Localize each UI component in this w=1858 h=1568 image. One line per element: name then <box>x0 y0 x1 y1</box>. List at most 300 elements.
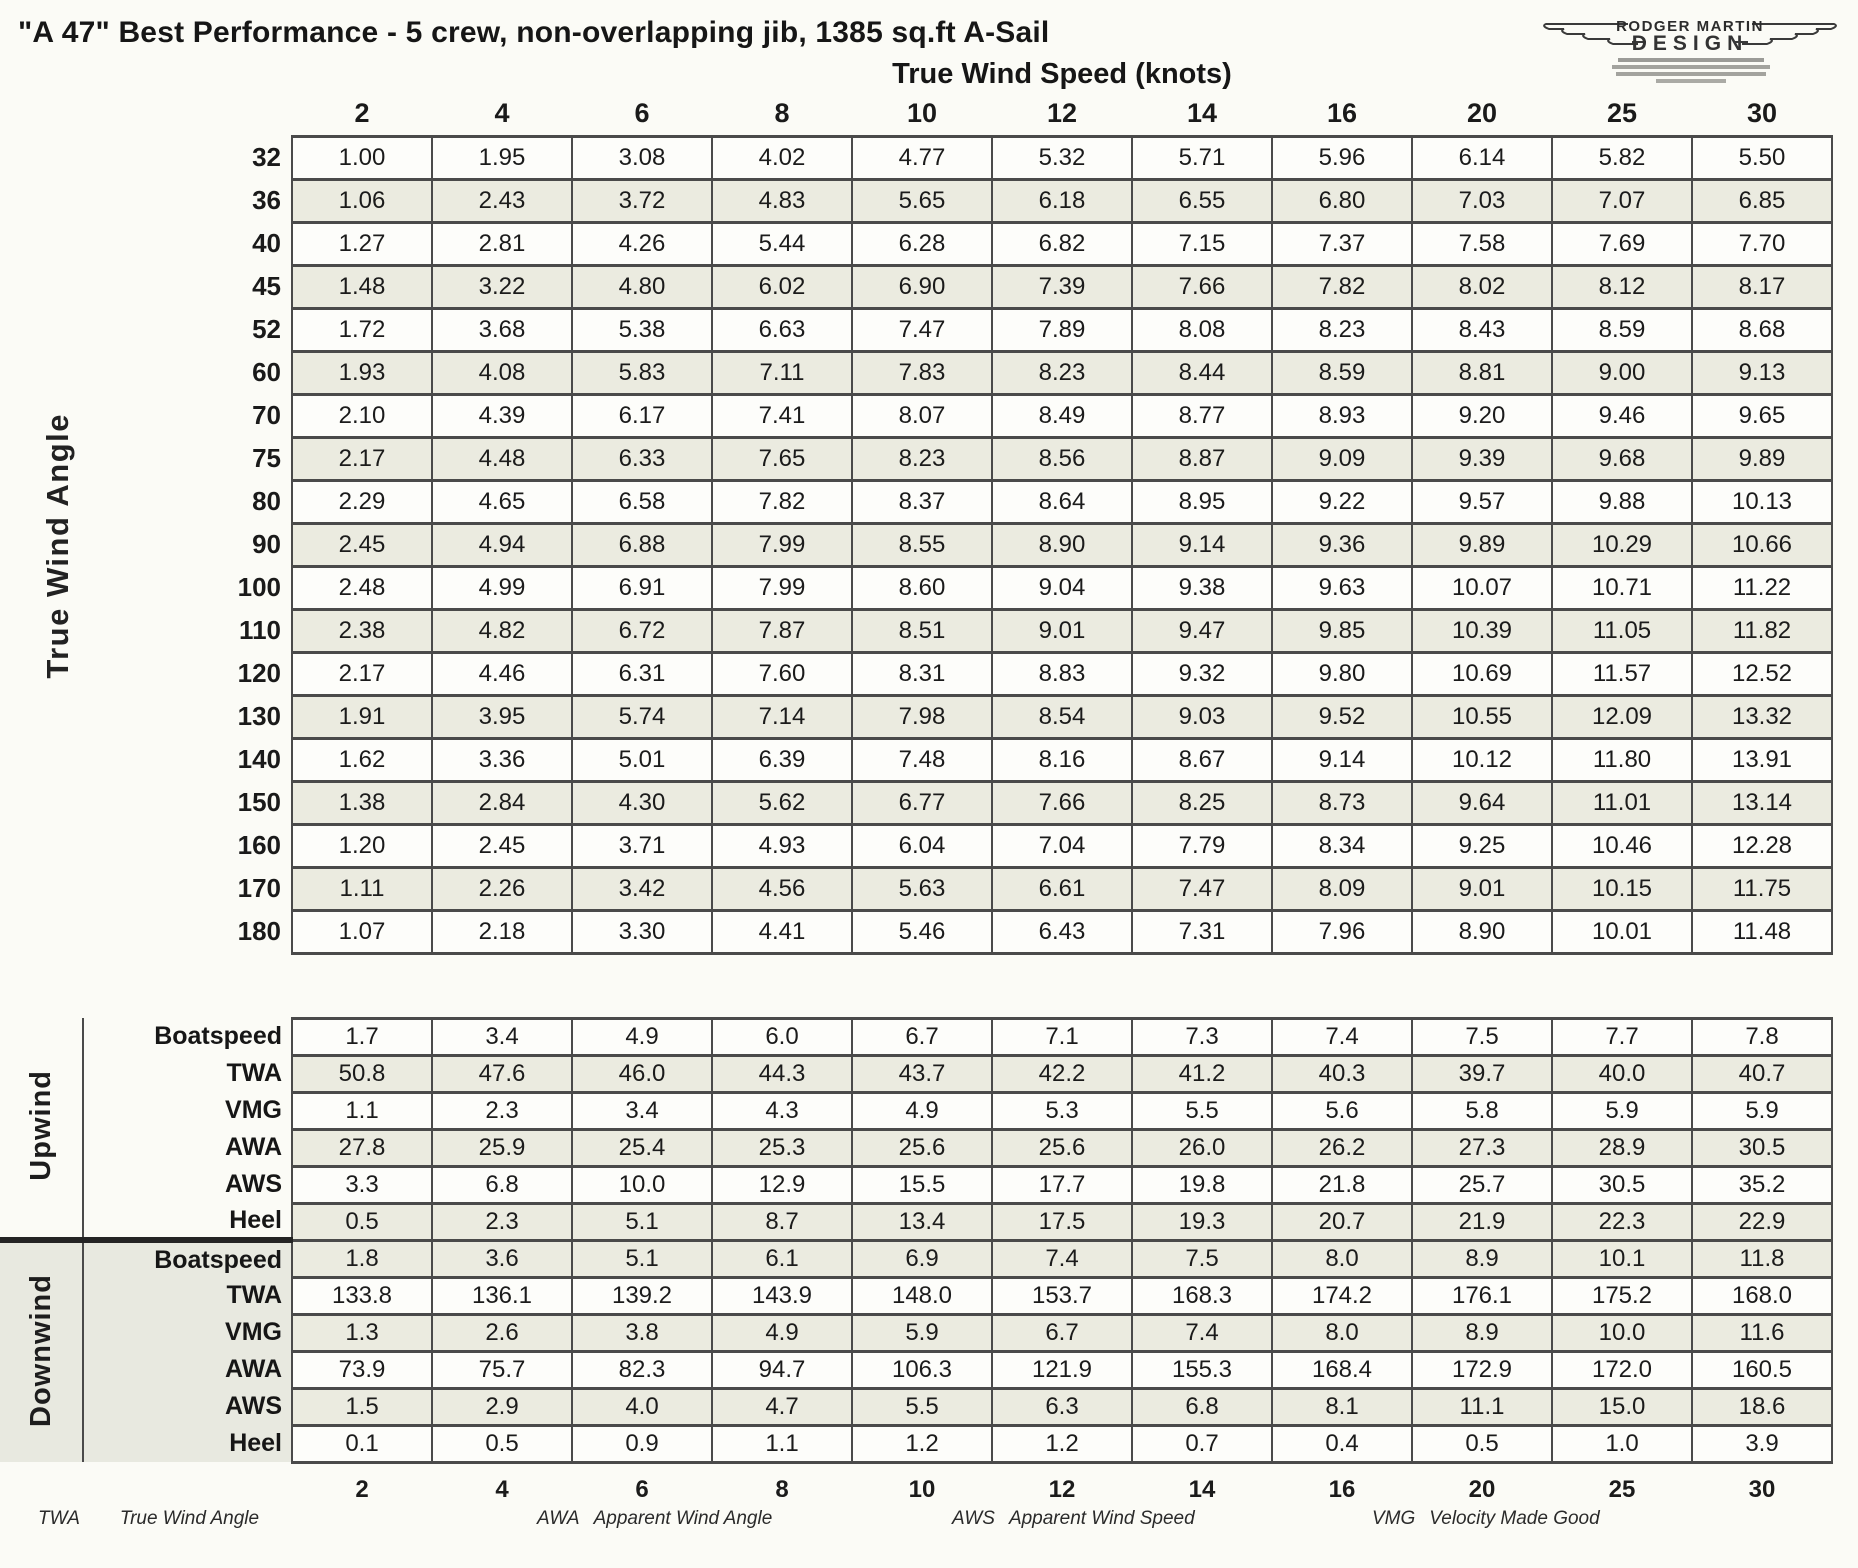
metric-label: VMG <box>83 1314 292 1351</box>
boatspeed-cell: 8.49 <box>992 394 1132 437</box>
twa-row-label: 80 <box>252 486 281 516</box>
boatspeed-cell: 7.66 <box>1132 265 1272 308</box>
perf-cell: 40.3 <box>1272 1055 1412 1092</box>
perf-cell: 4.9 <box>852 1092 992 1129</box>
perf-cell: 30.5 <box>1692 1129 1832 1166</box>
perf-cell: 25.9 <box>432 1129 572 1166</box>
boatspeed-cell: 6.04 <box>852 824 992 867</box>
boatspeed-cell: 9.14 <box>1272 738 1412 781</box>
perf-cell: 5.3 <box>992 1092 1132 1129</box>
boatspeed-cell: 8.31 <box>852 652 992 695</box>
perf-cell: 6.3 <box>992 1388 1132 1425</box>
boatspeed-cell: 2.26 <box>432 867 572 910</box>
boatspeed-cell: 2.45 <box>432 824 572 867</box>
perf-cell: 35.2 <box>1692 1166 1832 1203</box>
boatspeed-cell: 3.30 <box>572 910 712 953</box>
metric-label: Heel <box>83 1425 292 1462</box>
boatspeed-cell: 6.88 <box>572 523 712 566</box>
boatspeed-cell: 5.46 <box>852 910 992 953</box>
boatspeed-cell: 9.63 <box>1272 566 1412 609</box>
boatspeed-cell: 7.82 <box>712 480 852 523</box>
perf-cell: 6.7 <box>852 1018 992 1055</box>
boatspeed-cell: 8.09 <box>1272 867 1412 910</box>
perf-cell: 4.3 <box>712 1092 852 1129</box>
boatspeed-cell: 11.48 <box>1692 910 1832 953</box>
perf-cell: 25.7 <box>1412 1166 1552 1203</box>
boatspeed-cell: 11.75 <box>1692 867 1832 910</box>
perf-cell: 39.7 <box>1412 1055 1552 1092</box>
boatspeed-cell: 6.85 <box>1692 179 1832 222</box>
perf-cell: 1.3 <box>292 1314 432 1351</box>
perf-cell: 41.2 <box>1132 1055 1272 1092</box>
boatspeed-cell: 7.89 <box>992 308 1132 351</box>
boatspeed-cell: 4.46 <box>432 652 572 695</box>
boatspeed-cell: 1.62 <box>292 738 432 781</box>
perf-cell: 73.9 <box>292 1351 432 1388</box>
polar-row <box>0 652 1832 695</box>
boatspeed-cell: 7.39 <box>992 265 1132 308</box>
footer-speeds-row <box>0 1462 1832 1504</box>
tws-header: 12 <box>1046 97 1078 128</box>
boatspeed-cell: 6.18 <box>992 179 1132 222</box>
perf-cell: 5.1 <box>572 1240 712 1277</box>
boatspeed-cell: 6.14 <box>1412 136 1552 179</box>
perf-cell: 168.4 <box>1272 1351 1412 1388</box>
polar-table <box>0 96 1833 955</box>
boatspeed-cell: 7.87 <box>712 609 852 652</box>
perf-cell: 22.9 <box>1692 1203 1832 1240</box>
tws-header: 6 <box>634 97 650 128</box>
perf-cell: 15.5 <box>852 1166 992 1203</box>
perf-cell: 5.1 <box>572 1203 712 1240</box>
boatspeed-cell: 4.82 <box>432 609 572 652</box>
perf-cell: 25.6 <box>992 1129 1132 1166</box>
boatspeed-cell: 8.90 <box>992 523 1132 566</box>
boatspeed-cell: 12.28 <box>1692 824 1832 867</box>
boatspeed-cell: 7.47 <box>1132 867 1272 910</box>
footer-speed: 16 <box>1328 1476 1356 1503</box>
perf-cell: 42.2 <box>992 1055 1132 1092</box>
perf-cell: 5.9 <box>852 1314 992 1351</box>
boatspeed-cell: 2.45 <box>292 523 432 566</box>
perf-row <box>0 1351 1832 1388</box>
boatspeed-cell: 10.69 <box>1412 652 1552 695</box>
boatspeed-cell: 6.28 <box>852 222 992 265</box>
boatspeed-cell: 10.71 <box>1552 566 1692 609</box>
perf-cell: 0.5 <box>1412 1425 1552 1462</box>
boatspeed-cell: 5.50 <box>1692 136 1832 179</box>
perf-cell: 6.9 <box>852 1240 992 1277</box>
boatspeed-cell: 6.90 <box>852 265 992 308</box>
section-title: Downwind <box>24 1273 57 1427</box>
boatspeed-cell: 4.39 <box>432 394 572 437</box>
section-label-downwind <box>0 1240 83 1462</box>
twa-row-label: 70 <box>252 400 281 430</box>
boatspeed-cell: 1.07 <box>292 910 432 953</box>
perf-cell: 176.1 <box>1412 1277 1552 1314</box>
boatspeed-cell: 5.82 <box>1552 136 1692 179</box>
boatspeed-cell: 8.43 <box>1412 308 1552 351</box>
boatspeed-cell: 9.13 <box>1692 351 1832 394</box>
boatspeed-cell: 1.91 <box>292 695 432 738</box>
legend-abbr: AWA <box>537 1508 580 1529</box>
boatspeed-cell: 4.80 <box>572 265 712 308</box>
perf-cell: 40.0 <box>1552 1055 1692 1092</box>
boatspeed-cell: 9.39 <box>1412 437 1552 480</box>
boatspeed-cell: 11.57 <box>1552 652 1692 695</box>
boatspeed-cell: 9.00 <box>1552 351 1692 394</box>
boatspeed-cell: 4.99 <box>432 566 572 609</box>
polar-row <box>0 910 1832 953</box>
boatspeed-cell: 11.01 <box>1552 781 1692 824</box>
boatspeed-cell: 9.89 <box>1692 437 1832 480</box>
boatspeed-cell: 6.61 <box>992 867 1132 910</box>
perf-cell: 148.0 <box>852 1277 992 1314</box>
perf-cell: 6.8 <box>432 1166 572 1203</box>
boatspeed-cell: 5.38 <box>572 308 712 351</box>
perf-cell: 106.3 <box>852 1351 992 1388</box>
perf-cell: 0.9 <box>572 1425 712 1462</box>
twa-row-label: 170 <box>237 873 281 903</box>
boatspeed-cell: 1.06 <box>292 179 432 222</box>
perf-row <box>0 1018 1832 1055</box>
boatspeed-cell: 8.73 <box>1272 781 1412 824</box>
legend <box>0 1508 1858 1552</box>
boatspeed-cell: 4.08 <box>432 351 572 394</box>
legend-abbr: VMG <box>1372 1508 1416 1529</box>
polar-row <box>0 394 1832 437</box>
twa-row-label: 60 <box>252 357 281 387</box>
perf-cell: 19.3 <box>1132 1203 1272 1240</box>
perf-row <box>0 1240 1832 1277</box>
perf-cell: 5.6 <box>1272 1092 1412 1129</box>
polar-sheet <box>0 96 1833 1504</box>
boatspeed-cell: 8.59 <box>1552 308 1692 351</box>
perf-cell: 13.4 <box>852 1203 992 1240</box>
perf-cell: 2.6 <box>432 1314 572 1351</box>
boatspeed-cell: 8.34 <box>1272 824 1412 867</box>
perf-cell: 20.7 <box>1272 1203 1412 1240</box>
perf-cell: 94.7 <box>712 1351 852 1388</box>
boatspeed-cell: 7.83 <box>852 351 992 394</box>
boatspeed-cell: 7.14 <box>712 695 852 738</box>
perf-cell: 172.9 <box>1412 1351 1552 1388</box>
boatspeed-cell: 6.72 <box>572 609 712 652</box>
perf-cell: 8.0 <box>1272 1314 1412 1351</box>
perf-cell: 26.0 <box>1132 1129 1272 1166</box>
perf-cell: 27.8 <box>292 1129 432 1166</box>
boatspeed-cell: 9.88 <box>1552 480 1692 523</box>
metric-label: Boatspeed <box>83 1240 292 1277</box>
boatspeed-cell: 6.63 <box>712 308 852 351</box>
boatspeed-cell: 4.02 <box>712 136 852 179</box>
perf-cell: 0.5 <box>292 1203 432 1240</box>
footer-speed: 4 <box>495 1476 509 1503</box>
perf-cell: 2.3 <box>432 1203 572 1240</box>
boatspeed-cell: 7.31 <box>1132 910 1272 953</box>
boatspeed-cell: 7.70 <box>1692 222 1832 265</box>
perf-cell: 40.7 <box>1692 1055 1832 1092</box>
perf-cell: 155.3 <box>1132 1351 1272 1388</box>
boatspeed-cell: 8.83 <box>992 652 1132 695</box>
perf-cell: 17.7 <box>992 1166 1132 1203</box>
perf-cell: 10.0 <box>1552 1314 1692 1351</box>
perf-cell: 7.3 <box>1132 1018 1272 1055</box>
perf-cell: 174.2 <box>1272 1277 1412 1314</box>
perf-cell: 21.8 <box>1272 1166 1412 1203</box>
boatspeed-cell: 8.51 <box>852 609 992 652</box>
boatspeed-cell: 8.02 <box>1412 265 1552 308</box>
boatspeed-cell: 5.83 <box>572 351 712 394</box>
perf-cell: 6.1 <box>712 1240 852 1277</box>
footer-speed: 25 <box>1608 1476 1636 1503</box>
boatspeed-cell: 12.52 <box>1692 652 1832 695</box>
perf-cell: 1.5 <box>292 1388 432 1425</box>
legend-abbr: AWS <box>952 1508 995 1529</box>
boatspeed-cell: 9.36 <box>1272 523 1412 566</box>
perf-cell: 11.6 <box>1692 1314 1832 1351</box>
boatspeed-cell: 1.00 <box>292 136 432 179</box>
boatspeed-cell: 1.48 <box>292 265 432 308</box>
twa-row-label: 130 <box>237 701 281 731</box>
section-title: Upwind <box>24 1069 57 1181</box>
polar-row <box>0 781 1832 824</box>
twa-axis-label: True Wind Angle <box>40 413 75 679</box>
twa-row-label: 160 <box>237 830 281 860</box>
boatspeed-cell: 10.15 <box>1552 867 1692 910</box>
boatspeed-cell: 4.30 <box>572 781 712 824</box>
boatspeed-cell: 7.58 <box>1412 222 1552 265</box>
twa-row-label: 32 <box>252 142 281 172</box>
tws-header: 30 <box>1746 97 1778 128</box>
boatspeed-cell: 7.69 <box>1552 222 1692 265</box>
polar-row <box>0 609 1832 652</box>
boatspeed-cell: 6.02 <box>712 265 852 308</box>
polar-row <box>0 265 1832 308</box>
footer-speed: 2 <box>355 1476 369 1503</box>
boatspeed-cell: 7.99 <box>712 566 852 609</box>
boatspeed-cell: 3.22 <box>432 265 572 308</box>
twa-row-label: 52 <box>252 314 281 344</box>
perf-cell: 46.0 <box>572 1055 712 1092</box>
tws-header: 4 <box>494 97 510 128</box>
polar-row <box>0 136 1832 179</box>
boatspeed-cell: 5.32 <box>992 136 1132 179</box>
perf-cell: 3.3 <box>292 1166 432 1203</box>
perf-cell: 133.8 <box>292 1277 432 1314</box>
boatspeed-cell: 7.03 <box>1412 179 1552 222</box>
perf-cell: 3.8 <box>572 1314 712 1351</box>
boatspeed-cell: 5.71 <box>1132 136 1272 179</box>
boatspeed-cell: 9.38 <box>1132 566 1272 609</box>
perf-cell: 160.5 <box>1692 1351 1832 1388</box>
perf-cell: 1.1 <box>712 1425 852 1462</box>
perf-cell: 1.8 <box>292 1240 432 1277</box>
boatspeed-cell: 4.94 <box>432 523 572 566</box>
boatspeed-cell: 8.23 <box>992 351 1132 394</box>
perf-cell: 8.9 <box>1412 1314 1552 1351</box>
legend-item <box>38 1508 259 1530</box>
boatspeed-cell: 2.18 <box>432 910 572 953</box>
boatspeed-cell: 8.55 <box>852 523 992 566</box>
boatspeed-cell: 9.20 <box>1412 394 1552 437</box>
perf-cell: 153.7 <box>992 1277 1132 1314</box>
perf-cell: 5.5 <box>852 1388 992 1425</box>
boatspeed-cell: 4.65 <box>432 480 572 523</box>
perf-cell: 7.8 <box>1692 1018 1832 1055</box>
boatspeed-cell: 9.22 <box>1272 480 1412 523</box>
perf-cell: 1.1 <box>292 1092 432 1129</box>
boatspeed-cell: 9.04 <box>992 566 1132 609</box>
perf-row <box>0 1166 1832 1203</box>
perf-cell: 6.8 <box>1132 1388 1272 1425</box>
boatspeed-cell: 10.07 <box>1412 566 1552 609</box>
boatspeed-cell: 9.52 <box>1272 695 1412 738</box>
twa-row-label: 75 <box>252 443 281 473</box>
boatspeed-cell: 7.65 <box>712 437 852 480</box>
boatspeed-cell: 8.64 <box>992 480 1132 523</box>
polar-table-body <box>0 136 1832 953</box>
boatspeed-cell: 9.57 <box>1412 480 1552 523</box>
section-upwind <box>0 1018 1832 1240</box>
perf-cell: 6.7 <box>992 1314 1132 1351</box>
tws-header: 16 <box>1326 97 1358 128</box>
boatspeed-cell: 4.83 <box>712 179 852 222</box>
perf-cell: 2.3 <box>432 1092 572 1129</box>
polar-row <box>0 566 1832 609</box>
perf-cell: 47.6 <box>432 1055 572 1092</box>
perf-cell: 17.5 <box>992 1203 1132 1240</box>
corner-cell <box>0 96 292 136</box>
perf-cell: 25.3 <box>712 1129 852 1166</box>
boatspeed-cell: 10.46 <box>1552 824 1692 867</box>
footer-speed: 20 <box>1468 1476 1496 1503</box>
boatspeed-cell: 8.77 <box>1132 394 1272 437</box>
polar-row <box>0 308 1832 351</box>
boatspeed-cell: 3.72 <box>572 179 712 222</box>
polar-row <box>0 480 1832 523</box>
tws-axis-title: True Wind Speed (knots) <box>892 58 1232 90</box>
boatspeed-cell: 6.91 <box>572 566 712 609</box>
boatspeed-cell: 9.03 <box>1132 695 1272 738</box>
boatspeed-cell: 5.01 <box>572 738 712 781</box>
boatspeed-cell: 9.80 <box>1272 652 1412 695</box>
boatspeed-cell: 7.66 <box>992 781 1132 824</box>
boatspeed-cell: 6.80 <box>1272 179 1412 222</box>
perf-cell: 7.1 <box>992 1018 1132 1055</box>
boatspeed-cell: 6.77 <box>852 781 992 824</box>
perf-cell: 7.7 <box>1552 1018 1692 1055</box>
boatspeed-cell: 8.25 <box>1132 781 1272 824</box>
polar-row <box>0 738 1832 781</box>
boatspeed-cell: 8.95 <box>1132 480 1272 523</box>
legend-meaning: Apparent Wind Speed <box>1008 1508 1195 1529</box>
perf-cell: 139.2 <box>572 1277 712 1314</box>
boatspeed-cell: 11.05 <box>1552 609 1692 652</box>
boatspeed-cell: 5.74 <box>572 695 712 738</box>
boatspeed-cell: 9.14 <box>1132 523 1272 566</box>
polar-row <box>0 179 1832 222</box>
perf-cell: 21.9 <box>1412 1203 1552 1240</box>
logo-design-word: DESIGN <box>1631 32 1749 55</box>
metric-label: AWA <box>83 1129 292 1166</box>
boatspeed-cell: 7.98 <box>852 695 992 738</box>
perf-cell: 175.2 <box>1552 1277 1692 1314</box>
boatspeed-cell: 11.80 <box>1552 738 1692 781</box>
perf-row <box>0 1129 1832 1166</box>
boatspeed-cell: 2.17 <box>292 437 432 480</box>
boatspeed-cell: 7.37 <box>1272 222 1412 265</box>
footer-speed: 8 <box>775 1476 789 1503</box>
perf-cell: 0.5 <box>432 1425 572 1462</box>
boatspeed-cell: 6.58 <box>572 480 712 523</box>
perf-cell: 172.0 <box>1552 1351 1692 1388</box>
perf-cell: 1.0 <box>1552 1425 1692 1462</box>
perf-cell: 0.1 <box>292 1425 432 1462</box>
perf-cell: 0.7 <box>1132 1425 1272 1462</box>
footer-speed: 14 <box>1188 1476 1216 1503</box>
boatspeed-cell: 1.20 <box>292 824 432 867</box>
tws-header: 8 <box>774 97 790 128</box>
footer-speed: 10 <box>908 1476 936 1503</box>
perf-cell: 4.9 <box>712 1314 852 1351</box>
perf-cell: 82.3 <box>572 1351 712 1388</box>
boatspeed-cell: 1.11 <box>292 867 432 910</box>
boatspeed-cell: 1.27 <box>292 222 432 265</box>
boatspeed-cell: 2.43 <box>432 179 572 222</box>
twa-row-label: 36 <box>252 185 281 215</box>
legend-item <box>537 1508 772 1530</box>
footer-speed: 30 <box>1748 1476 1776 1503</box>
perf-cell: 7.5 <box>1412 1018 1552 1055</box>
perf-cell: 3.9 <box>1692 1425 1832 1462</box>
legend-meaning: True Wind Angle <box>119 1508 260 1529</box>
tws-header: 10 <box>906 97 938 128</box>
boatspeed-cell: 2.10 <box>292 394 432 437</box>
perf-cell: 3.6 <box>432 1240 572 1277</box>
boatspeed-cell: 4.26 <box>572 222 712 265</box>
boatspeed-cell: 9.47 <box>1132 609 1272 652</box>
boatspeed-cell: 11.82 <box>1692 609 1832 652</box>
boatspeed-cell: 8.67 <box>1132 738 1272 781</box>
polar-row <box>0 222 1832 265</box>
page-title: "A 47" Best Performance - 5 crew, non-overlapping jib, 1385 sq.ft A-Sail <box>18 16 1050 49</box>
perf-cell: 168.0 <box>1692 1277 1832 1314</box>
tws-header-row <box>0 96 1832 136</box>
perf-cell: 7.5 <box>1132 1240 1272 1277</box>
perf-row <box>0 1203 1832 1240</box>
metric-label: TWA <box>83 1277 292 1314</box>
boatspeed-cell: 8.23 <box>852 437 992 480</box>
boatspeed-cell: 6.82 <box>992 222 1132 265</box>
twa-row-label: 180 <box>237 916 281 946</box>
perf-cell: 3.4 <box>572 1092 712 1129</box>
metric-label: AWS <box>83 1166 292 1203</box>
boatspeed-cell: 8.90 <box>1412 910 1552 953</box>
perf-cell: 30.5 <box>1552 1166 1692 1203</box>
twa-row-label: 100 <box>237 572 281 602</box>
perf-cell: 43.7 <box>852 1055 992 1092</box>
perf-cell: 5.5 <box>1132 1092 1272 1129</box>
perf-cell: 7.4 <box>1272 1018 1412 1055</box>
polar-row <box>0 351 1832 394</box>
legend-meaning: Velocity Made Good <box>1429 1508 1600 1529</box>
twa-row-label: 140 <box>237 744 281 774</box>
perf-cell: 4.0 <box>572 1388 712 1425</box>
boatspeed-cell: 7.99 <box>712 523 852 566</box>
boatspeed-cell: 9.64 <box>1412 781 1552 824</box>
footer-speed: 6 <box>635 1476 649 1503</box>
